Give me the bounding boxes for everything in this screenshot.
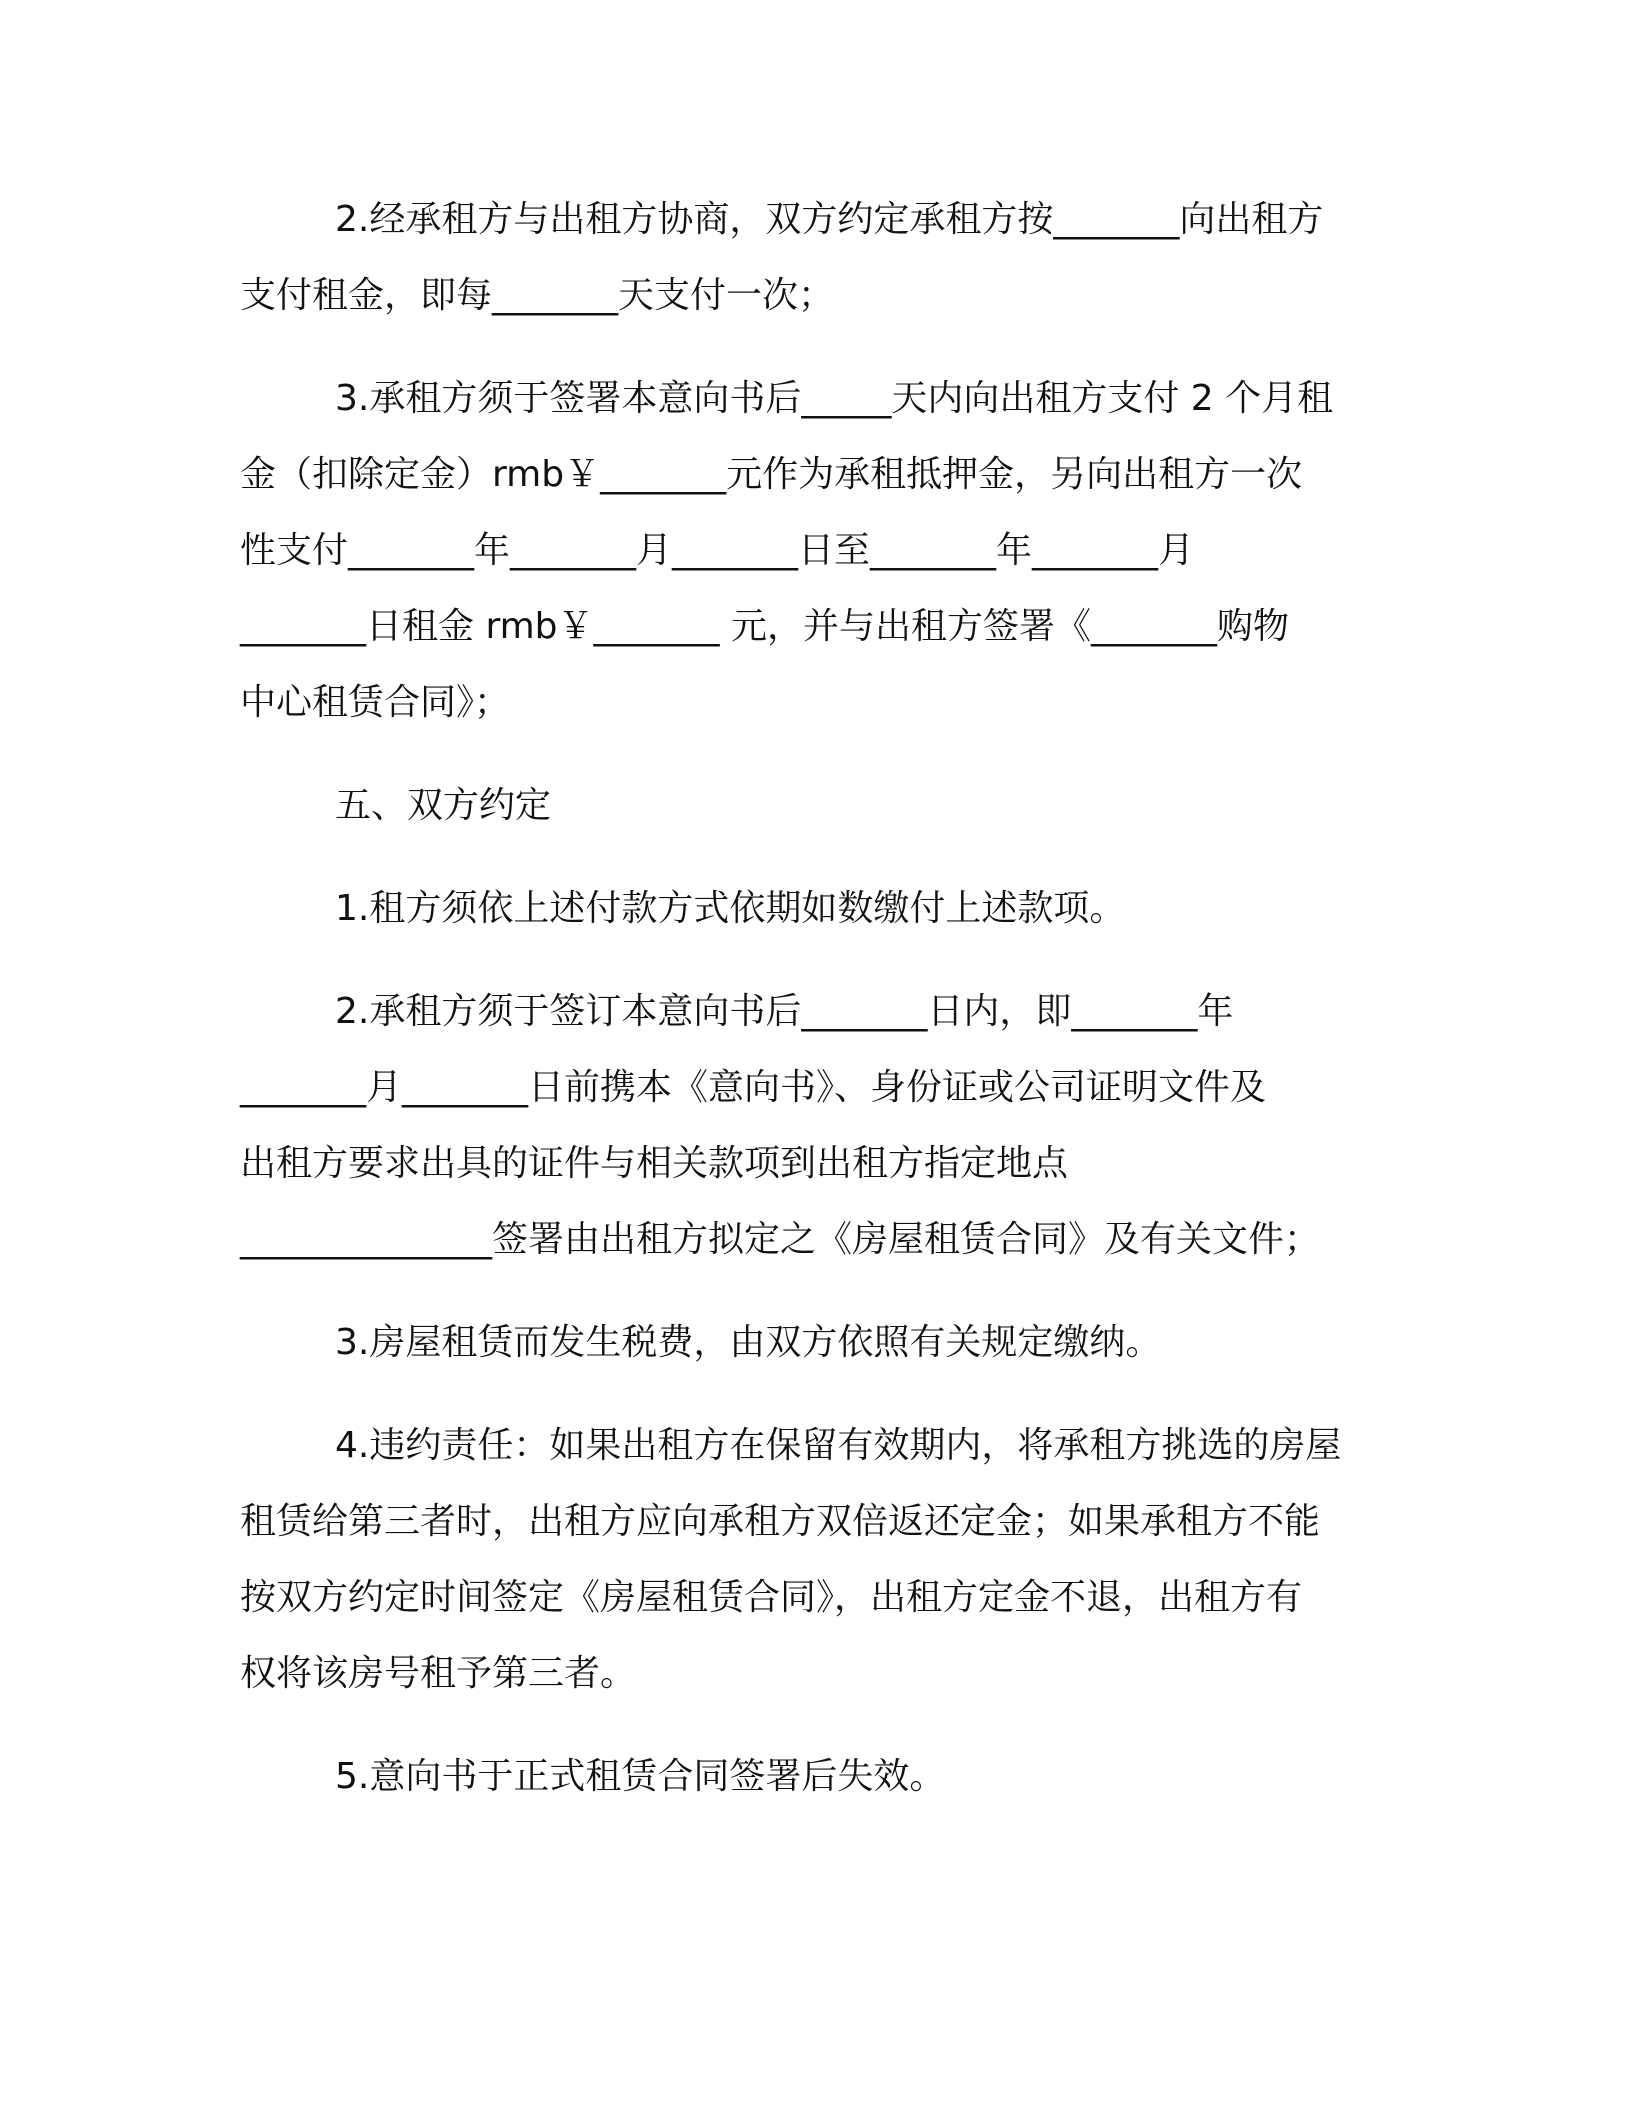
clause-5-4-line-1: 4.违约责任：如果出租方在保留有效期内，将承租方挑选的房屋 bbox=[335, 1425, 1342, 1466]
clause-4-3-line-4: _______日租金 rmb￥_______ 元，并与出租方签署《_______购物 bbox=[240, 606, 1289, 647]
clause-5-2-line-1: 2.承租方须于签订本意向书后_______日内，即_______年 bbox=[335, 991, 1234, 1032]
clause-4-2-line-2: 支付租金，即每_______天支付一次； bbox=[240, 275, 835, 316]
clause-5-5: 5.意向书于正式租赁合同签署后失效。 bbox=[335, 1756, 946, 1797]
clause-4-2-line-1: 2.经承租方与出租方协商，双方约定承租方按_______向出租方 bbox=[335, 199, 1324, 240]
clause-5-3: 3.房屋租赁而发生税费，由双方依照有关规定缴纳。 bbox=[335, 1322, 1162, 1363]
clause-4-3-line-1: 3.承租方须于签署本意向书后_____天内向出租方支付 2 个月租 bbox=[335, 378, 1334, 419]
clause-5-1: 1.租方须依上述付款方式依期如数缴付上述款项。 bbox=[335, 888, 1126, 929]
section-5-heading: 五、双方约定 bbox=[335, 785, 552, 826]
clause-5-2-line-3: 出租方要求出具的证件与相关款项到出租方指定地点 bbox=[240, 1143, 1069, 1184]
clause-5-4-line-2: 租赁给第三者时，出租方应向承租方双倍返还定金；如果承租方不能 bbox=[240, 1501, 1321, 1542]
clause-4-3-line-3: 性支付_______年_______月_______日至_______年_______月 bbox=[240, 530, 1195, 571]
clause-5-4-line-3: 按双方约定时间签定《房屋租赁合同》，出租方定金不退，出租方有 bbox=[240, 1577, 1303, 1618]
clause-5-4-line-4: 权将该房号租予第三者。 bbox=[240, 1653, 637, 1694]
clause-4-3-line-5: 中心租赁合同》； bbox=[240, 682, 511, 723]
clause-5-2-line-4: ______________签署由出租方拟定之《房屋租赁合同》及有关文件； bbox=[240, 1219, 1321, 1260]
clause-5-2-line-2: _______月_______日前携本《意向书》、身份证或公司证明文件及 bbox=[240, 1067, 1267, 1108]
clause-4-3-line-2: 金（扣除定金）rmb￥_______元作为承租抵押金，另向出租方一次 bbox=[240, 454, 1303, 495]
